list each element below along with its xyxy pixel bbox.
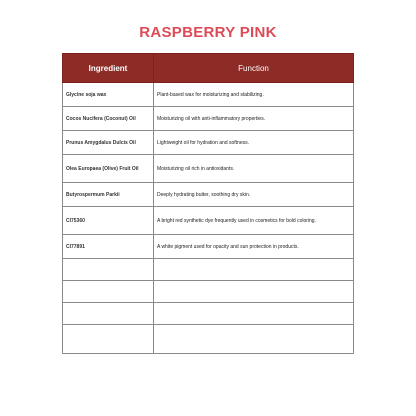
ingredients-table: [62, 53, 354, 354]
ingredient-cell: Cocos Nucifera (Coconut) Oil: [63, 107, 154, 131]
ingredient-cell: CI77891: [63, 235, 154, 259]
function-cell: A bright red synthetic dye frequently used in cosmetics for bold coloring.: [154, 207, 354, 235]
function-cell: A white pigment used for opacity and sun protection in products.: [154, 235, 354, 259]
function-cell: Moisturizing oil rich in antioxidants.: [154, 155, 354, 183]
table-row: [63, 107, 354, 131]
empty-table-row: [63, 325, 354, 354]
table-row: [63, 207, 354, 235]
table-row: [63, 235, 354, 259]
function-cell: Plant-based wax for moisturizing and stabilizing.: [154, 83, 354, 107]
table-header-row: [63, 54, 354, 83]
empty-cell: [154, 303, 354, 325]
function-cell: Lightweight oil for hydration and softness.: [154, 131, 354, 155]
table-row: [63, 83, 354, 107]
page-title: RASPBERRY PINK: [139, 24, 277, 41]
empty-cell: [154, 281, 354, 303]
empty-cell: [154, 325, 354, 354]
empty-table-row: [63, 303, 354, 325]
ingredient-cell: Olea Europaea (Olive) Fruit Oil: [63, 155, 154, 183]
column-header-ingredient: Ingredient: [63, 54, 154, 83]
table-row: [63, 155, 354, 183]
empty-cell: [63, 281, 154, 303]
empty-cell: [63, 325, 154, 354]
ingredient-cell: Butyrospermum Parkii: [63, 183, 154, 207]
empty-table-row: [63, 259, 354, 281]
ingredient-cell: Glycine soja wax: [63, 83, 154, 107]
table-row: [63, 131, 354, 155]
empty-cell: [63, 259, 154, 281]
empty-table-row: [63, 281, 354, 303]
ingredient-cell: Prunus Amygdalus Dulcis Oil: [63, 131, 154, 155]
ingredient-cell: CI75360: [63, 207, 154, 235]
column-header-function: Function: [154, 54, 354, 83]
empty-cell: [154, 259, 354, 281]
function-cell: Moisturizing oil with anti-inflammatory properties.: [154, 107, 354, 131]
empty-cell: [63, 303, 154, 325]
function-cell: Deeply hydrating butter, soothing dry skin.: [154, 183, 354, 207]
table-row: [63, 183, 354, 207]
